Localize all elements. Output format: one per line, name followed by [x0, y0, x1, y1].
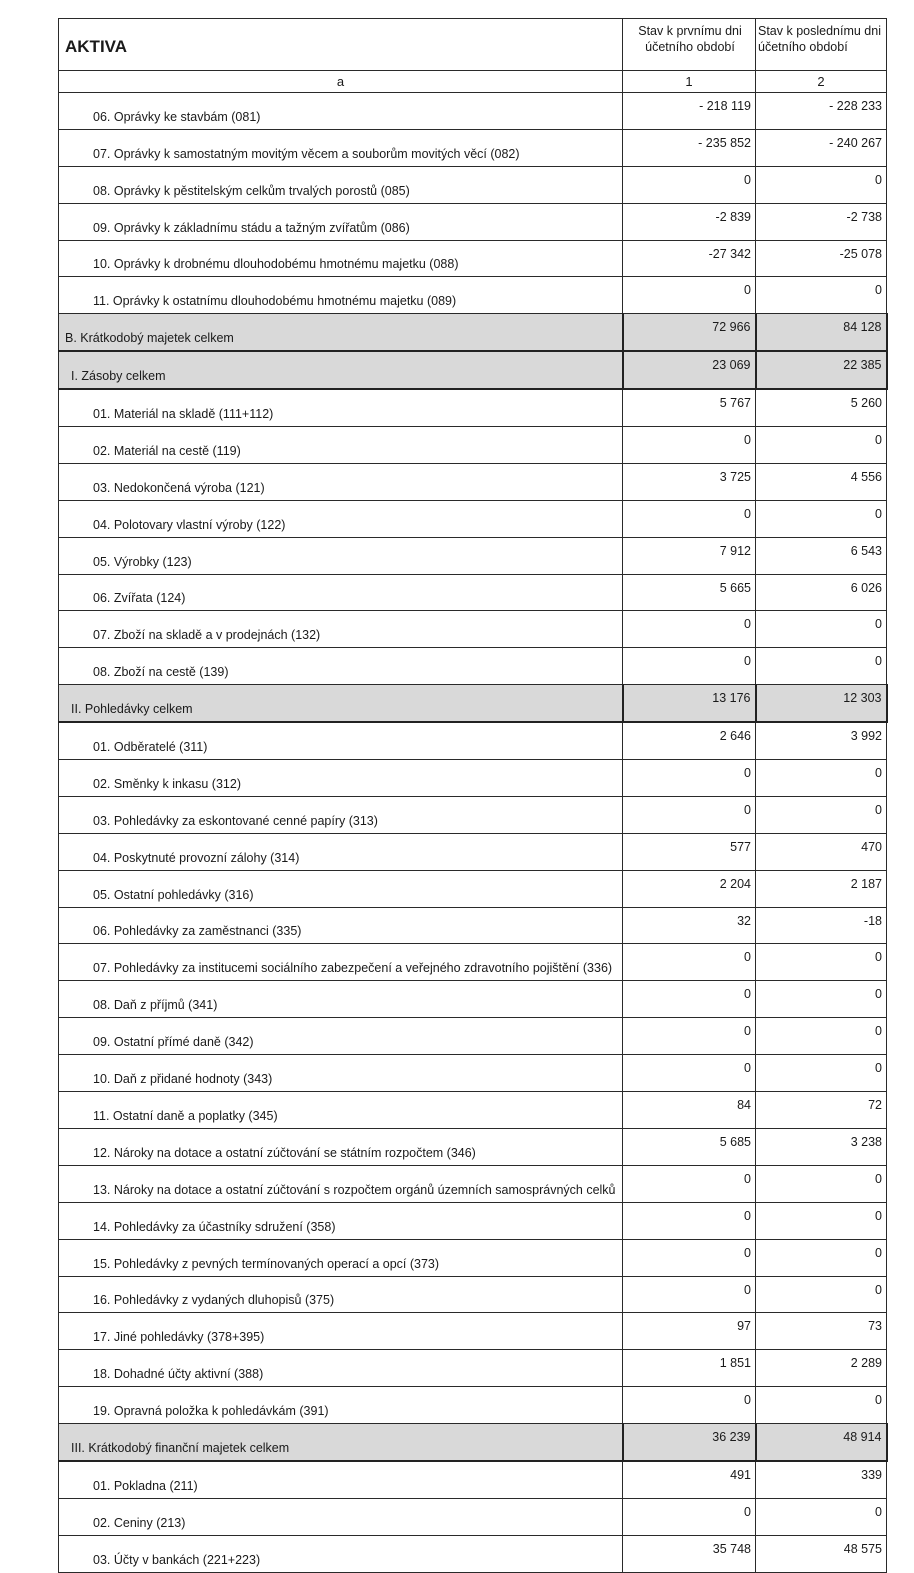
total-row — [59, 314, 887, 351]
row-label: I. Zásoby celkem — [59, 351, 623, 389]
value-end: - 240 267 — [756, 129, 887, 166]
table-row — [59, 648, 887, 685]
value-start: 3 725 — [623, 463, 756, 500]
row-label: 16. Pohledávky z vydaných dluhopisů (375) — [59, 1276, 623, 1313]
section-row — [59, 685, 887, 722]
value-end: 0 — [756, 1387, 887, 1424]
table-row — [59, 611, 887, 648]
value-end: 0 — [756, 427, 887, 464]
table-row — [59, 129, 887, 166]
row-label: 11. Oprávky k ostatnímu dlouhodobému hmotnému majetku (089) — [59, 277, 623, 314]
row-label: 03. Pohledávky za eskontované cenné papíry (313) — [59, 796, 623, 833]
row-label: 02. Materiál na cestě (119) — [59, 427, 623, 464]
value-start: 5 665 — [623, 574, 756, 611]
row-label: 10. Oprávky k drobnému dlouhodobému hmotnému majetku (088) — [59, 240, 623, 277]
value-start: 2 204 — [623, 870, 756, 907]
value-end: 0 — [756, 1202, 887, 1239]
table-row — [59, 907, 887, 944]
row-label: 05. Ostatní pohledávky (316) — [59, 870, 623, 907]
column-index-1: 1 — [623, 71, 756, 93]
row-label: 17. Jiné pohledávky (378+395) — [59, 1313, 623, 1350]
value-end: 0 — [756, 944, 887, 981]
value-end: 0 — [756, 796, 887, 833]
row-label: 02. Směnky k inkasu (312) — [59, 760, 623, 797]
row-label: 06. Zvířata (124) — [59, 574, 623, 611]
value-start: 13 176 — [623, 685, 756, 722]
table-row — [59, 760, 887, 797]
row-label: 01. Odběratelé (311) — [59, 722, 623, 759]
value-start: 23 069 — [623, 351, 756, 389]
value-start: 84 — [623, 1092, 756, 1129]
row-label: 12. Nároky na dotace a ostatní zúčtování se státním rozpočtem (346) — [59, 1128, 623, 1165]
value-end: 339 — [756, 1461, 887, 1498]
column-index-row — [59, 71, 887, 93]
value-start: 0 — [623, 944, 756, 981]
value-end: 48 914 — [756, 1424, 887, 1461]
value-start: 0 — [623, 166, 756, 203]
row-label: 14. Pohledávky za účastníky sdružení (358) — [59, 1202, 623, 1239]
value-end: 2 289 — [756, 1350, 887, 1387]
value-start: - 218 119 — [623, 93, 756, 130]
table-row — [59, 1202, 887, 1239]
table-row — [59, 1350, 887, 1387]
value-end: 22 385 — [756, 351, 887, 389]
row-label: 10. Daň z přidané hodnoty (343) — [59, 1055, 623, 1092]
value-start: 0 — [623, 427, 756, 464]
balance-sheet-page — [58, 18, 886, 1573]
value-end: 48 575 — [756, 1535, 887, 1572]
value-end: 72 — [756, 1092, 887, 1129]
table-row — [59, 1128, 887, 1165]
value-end: 0 — [756, 1018, 887, 1055]
column-index-2: 2 — [756, 71, 887, 93]
value-end: 0 — [756, 981, 887, 1018]
table-row — [59, 1498, 887, 1535]
value-end: 12 303 — [756, 685, 887, 722]
row-label: 08. Oprávky k pěstitelským celkům trvalých porostů (085) — [59, 166, 623, 203]
table-row — [59, 1535, 887, 1572]
table-row — [59, 574, 887, 611]
row-label: 15. Pohledávky z pevných termínovaných operací a opcí (373) — [59, 1239, 623, 1276]
value-end: 0 — [756, 1239, 887, 1276]
table-row — [59, 240, 887, 277]
table-row — [59, 427, 887, 464]
row-label: 19. Opravná položka k pohledávkám (391) — [59, 1387, 623, 1424]
row-label: 18. Dohadné účty aktivní (388) — [59, 1350, 623, 1387]
value-start: 0 — [623, 1202, 756, 1239]
value-start: - 235 852 — [623, 129, 756, 166]
row-label: 07. Zboží na skladě a v prodejnách (132) — [59, 611, 623, 648]
table-row — [59, 1055, 887, 1092]
value-start: 0 — [623, 1387, 756, 1424]
value-end: 3 238 — [756, 1128, 887, 1165]
table-body — [59, 93, 887, 1573]
value-start: 0 — [623, 1276, 756, 1313]
table-row — [59, 1461, 887, 1498]
value-start: 35 748 — [623, 1535, 756, 1572]
row-label: B. Krátkodobý majetek celkem — [59, 314, 623, 351]
value-start: 0 — [623, 611, 756, 648]
row-label: 06. Oprávky ke stavbám (081) — [59, 93, 623, 130]
value-end: 0 — [756, 277, 887, 314]
value-start: 0 — [623, 1055, 756, 1092]
value-end: 0 — [756, 1498, 887, 1535]
value-end: 0 — [756, 1055, 887, 1092]
value-start: -2 839 — [623, 203, 756, 240]
column-header-end: Stav k poslednímu dni účetního období — [756, 19, 887, 71]
header-row — [59, 19, 887, 71]
row-label: 03. Účty v bankách (221+223) — [59, 1535, 623, 1572]
value-end: 73 — [756, 1313, 887, 1350]
row-label: 09. Ostatní přímé daně (342) — [59, 1018, 623, 1055]
value-start: 5 767 — [623, 389, 756, 426]
value-start: 1 851 — [623, 1350, 756, 1387]
table-row — [59, 463, 887, 500]
value-end: 470 — [756, 833, 887, 870]
value-start: 0 — [623, 500, 756, 537]
row-label: 07. Oprávky k samostatným movitým věcem a souborům movitých věcí (082) — [59, 129, 623, 166]
row-label: 08. Daň z příjmů (341) — [59, 981, 623, 1018]
value-start: 2 646 — [623, 722, 756, 759]
row-label: 07. Pohledávky za institucemi sociálního zabezpečení a veřejného zdravotního pojištění (336) — [59, 944, 623, 981]
value-end: 0 — [756, 611, 887, 648]
row-label: 04. Polotovary vlastní výroby (122) — [59, 500, 623, 537]
value-end: 6 026 — [756, 574, 887, 611]
row-label: 13. Nároky na dotace a ostatní zúčtování s rozpočtem orgánů územních samosprávných celků — [59, 1165, 623, 1202]
column-index-label: a — [59, 71, 623, 93]
value-end: 0 — [756, 500, 887, 537]
table-row — [59, 1165, 887, 1202]
value-start: 0 — [623, 1239, 756, 1276]
value-end: -25 078 — [756, 240, 887, 277]
table-row — [59, 722, 887, 759]
table-row — [59, 796, 887, 833]
row-label: 01. Materiál na skladě (111+112) — [59, 389, 623, 426]
table-row — [59, 1018, 887, 1055]
table-row — [59, 277, 887, 314]
table-row — [59, 870, 887, 907]
table-row — [59, 389, 887, 426]
value-end: 0 — [756, 166, 887, 203]
value-end: 6 543 — [756, 537, 887, 574]
value-start: -27 342 — [623, 240, 756, 277]
row-label: 08. Zboží na cestě (139) — [59, 648, 623, 685]
value-end: 3 992 — [756, 722, 887, 759]
value-start: 0 — [623, 981, 756, 1018]
table-row — [59, 166, 887, 203]
value-start: 0 — [623, 648, 756, 685]
row-label: 02. Ceniny (213) — [59, 1498, 623, 1535]
section-row — [59, 1424, 887, 1461]
value-end: 4 556 — [756, 463, 887, 500]
value-end: 0 — [756, 1165, 887, 1202]
value-start: 97 — [623, 1313, 756, 1350]
row-label: 01. Pokladna (211) — [59, 1461, 623, 1498]
aktiva-table — [58, 18, 888, 1573]
row-label: 06. Pohledávky za zaměstnanci (335) — [59, 907, 623, 944]
table-row — [59, 537, 887, 574]
value-start: 0 — [623, 1498, 756, 1535]
value-end: 0 — [756, 648, 887, 685]
value-start: 36 239 — [623, 1424, 756, 1461]
row-label: III. Krátkodobý finanční majetek celkem — [59, 1424, 623, 1461]
section-row — [59, 351, 887, 389]
table-row — [59, 944, 887, 981]
value-start: 72 966 — [623, 314, 756, 351]
value-start: 32 — [623, 907, 756, 944]
value-start: 491 — [623, 1461, 756, 1498]
value-end: 0 — [756, 1276, 887, 1313]
value-end: -18 — [756, 907, 887, 944]
row-label: 05. Výrobky (123) — [59, 537, 623, 574]
table-title: AKTIVA — [59, 19, 623, 71]
table-row — [59, 1313, 887, 1350]
table-row — [59, 1276, 887, 1313]
value-start: 0 — [623, 277, 756, 314]
table-row — [59, 833, 887, 870]
row-label: II. Pohledávky celkem — [59, 685, 623, 722]
value-end: 5 260 — [756, 389, 887, 426]
value-start: 577 — [623, 833, 756, 870]
value-start: 0 — [623, 1165, 756, 1202]
table-row — [59, 1239, 887, 1276]
value-start: 0 — [623, 760, 756, 797]
row-label: 04. Poskytnuté provozní zálohy (314) — [59, 833, 623, 870]
value-start: 0 — [623, 796, 756, 833]
table-row — [59, 500, 887, 537]
value-end: -2 738 — [756, 203, 887, 240]
row-label: 03. Nedokončená výroba (121) — [59, 463, 623, 500]
value-end: 84 128 — [756, 314, 887, 351]
table-row — [59, 1092, 887, 1129]
table-row — [59, 1387, 887, 1424]
column-header-start: Stav k prvnímu dni účetního období — [623, 19, 756, 71]
table-row — [59, 93, 887, 130]
value-end: - 228 233 — [756, 93, 887, 130]
value-start: 5 685 — [623, 1128, 756, 1165]
value-end: 0 — [756, 760, 887, 797]
value-end: 2 187 — [756, 870, 887, 907]
value-start: 0 — [623, 1018, 756, 1055]
row-label: 09. Oprávky k základnímu stádu a tažným zvířatům (086) — [59, 203, 623, 240]
table-row — [59, 981, 887, 1018]
row-label: 11. Ostatní daně a poplatky (345) — [59, 1092, 623, 1129]
table-row — [59, 203, 887, 240]
value-start: 7 912 — [623, 537, 756, 574]
